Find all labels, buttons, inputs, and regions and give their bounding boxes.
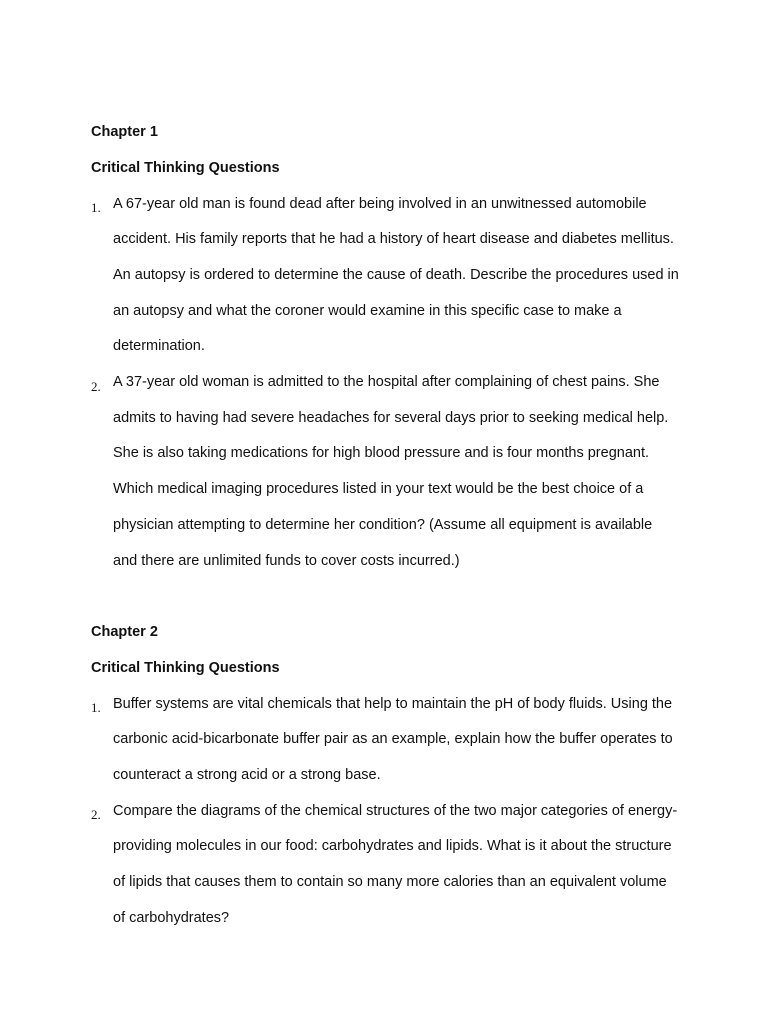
question-item [91, 190, 679, 369]
section-subtitle: Critical Thinking Questions [91, 160, 280, 176]
question-item [91, 690, 679, 797]
chapter-1-section [91, 118, 691, 583]
question-item [91, 797, 679, 940]
question-text: Compare the diagrams of the chemical structures of the two major categories of energy-providing molecules in our food: carbohydrates and lipids. What is it about the structure of lipids that causes them to contain so many more calories than an equivalent volume of carbohydrates? [113, 802, 678, 926]
question-number: 2. [91, 378, 101, 394]
section-subtitle: Critical Thinking Questions [91, 660, 280, 676]
question-number: 1. [91, 200, 101, 215]
question-number: 2. [91, 807, 101, 823]
question-item [91, 369, 679, 583]
question-text: Buffer systems are vital chemicals that help to maintain the pH of body fluids. Using the carbonic acid-bicarbonate buffer pair as an example, explain how the buffer operates to counteract a strong acid or a strong base. [113, 695, 673, 783]
question-text: A 67-year old man is found dead after being involved in an unwitnessed automobile accident. His family reports that he had a history of heart disease and diabetes mellitus. An autopsy is ordered to determine the cause of death. Describe the procedures used in an autopsy and what the coroner would examine in this specific case to make a determination. [113, 195, 679, 355]
chapter-title: Chapter 1 [91, 124, 158, 140]
question-number: 1. [91, 700, 101, 715]
question-list [91, 690, 691, 940]
chapter-2-section [91, 618, 691, 940]
chapter-title: Chapter 2 [91, 624, 158, 640]
question-list [91, 190, 691, 583]
question-text: A 37-year old woman is admitted to the hospital after complaining of chest pains. She admits to having had severe headaches for several days prior to seeking medical help. She is also taking medications for high blood pressure and is four months pregnant. Which medical imaging procedures listed in your text would be the best choice of a physician attempting to determine her condition? (Assume all equipment is available and there are unlimited funds to cover costs incurred.) [113, 374, 669, 569]
